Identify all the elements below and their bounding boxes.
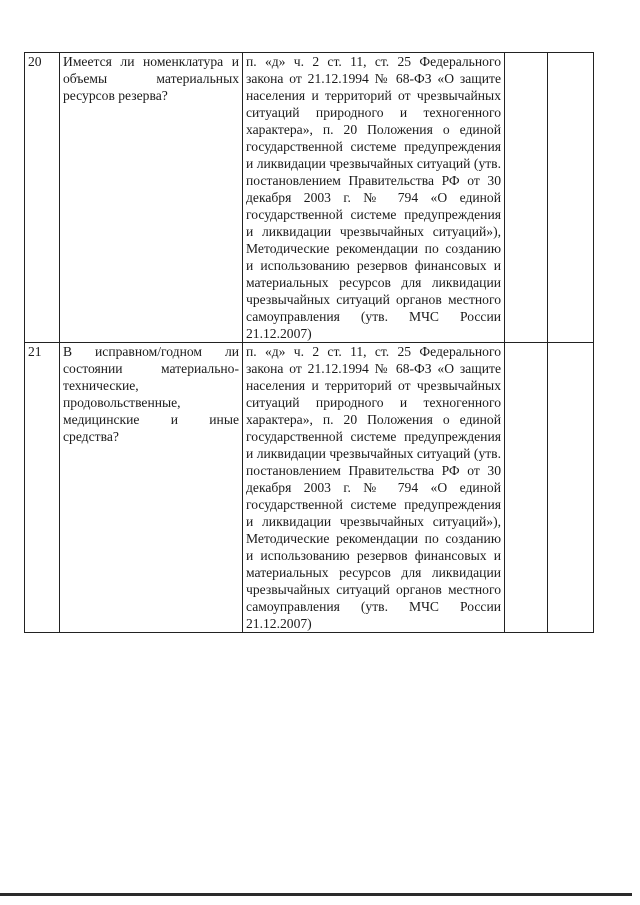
legal-reference-cell: п. «д» ч. 2 ст. 11, ст. 25 Федерального закона от 21.12.1994 № 68-ФЗ «О защите населения и территорий от чрезвычайных ситуаций природного и техногенного характера», п. 20 Положения о единой государственной системе предупреждения и ликвидации чрезвычайных ситуаций (утв. постановлением Правительства РФ от 30 декабря 2003 г. № 794 «О единой государственной системе предупреждения и ликвидации чрезвычайных ситуаций»), Методические рекомендации по созданию и использованию резервов финансовых и материальных ресурсов для ликвидации чрезвычайных ситуаций органов местного самоуправления (утв. МЧС России 21.12.2007) <box>243 343 505 633</box>
note-cell <box>548 53 594 343</box>
row-number: 21 <box>25 343 60 633</box>
question-cell: Имеется ли номенклатура и объемы материальных ресурсов резерва? <box>60 53 243 343</box>
answer-cell <box>505 343 548 633</box>
row-number: 20 <box>25 53 60 343</box>
note-cell <box>548 343 594 633</box>
table-row <box>25 53 594 343</box>
table-row <box>25 343 594 633</box>
answer-cell <box>505 53 548 343</box>
question-cell: В исправном/годном ли состоянии материально-технические, продовольственные, медицинские и иные средства? <box>60 343 243 633</box>
legal-reference-cell: п. «д» ч. 2 ст. 11, ст. 25 Федерального закона от 21.12.1994 № 68-ФЗ «О защите населения и территорий от чрезвычайных ситуаций природного и техногенного характера», п. 20 Положения о единой государственной системе предупреждения и ликвидации чрезвычайных ситуаций (утв. постановлением Правительства РФ от 30 декабря 2003 г. № 794 «О единой государственной системе предупреждения и ликвидации чрезвычайных ситуаций»), Методические рекомендации по созданию и использованию резервов финансовых и материальных ресурсов для ликвидации чрезвычайных ситуаций органов местного самоуправления (утв. МЧС России 21.12.2007) <box>243 53 505 343</box>
scan-edge-line <box>0 893 632 896</box>
checklist-table <box>24 52 594 633</box>
